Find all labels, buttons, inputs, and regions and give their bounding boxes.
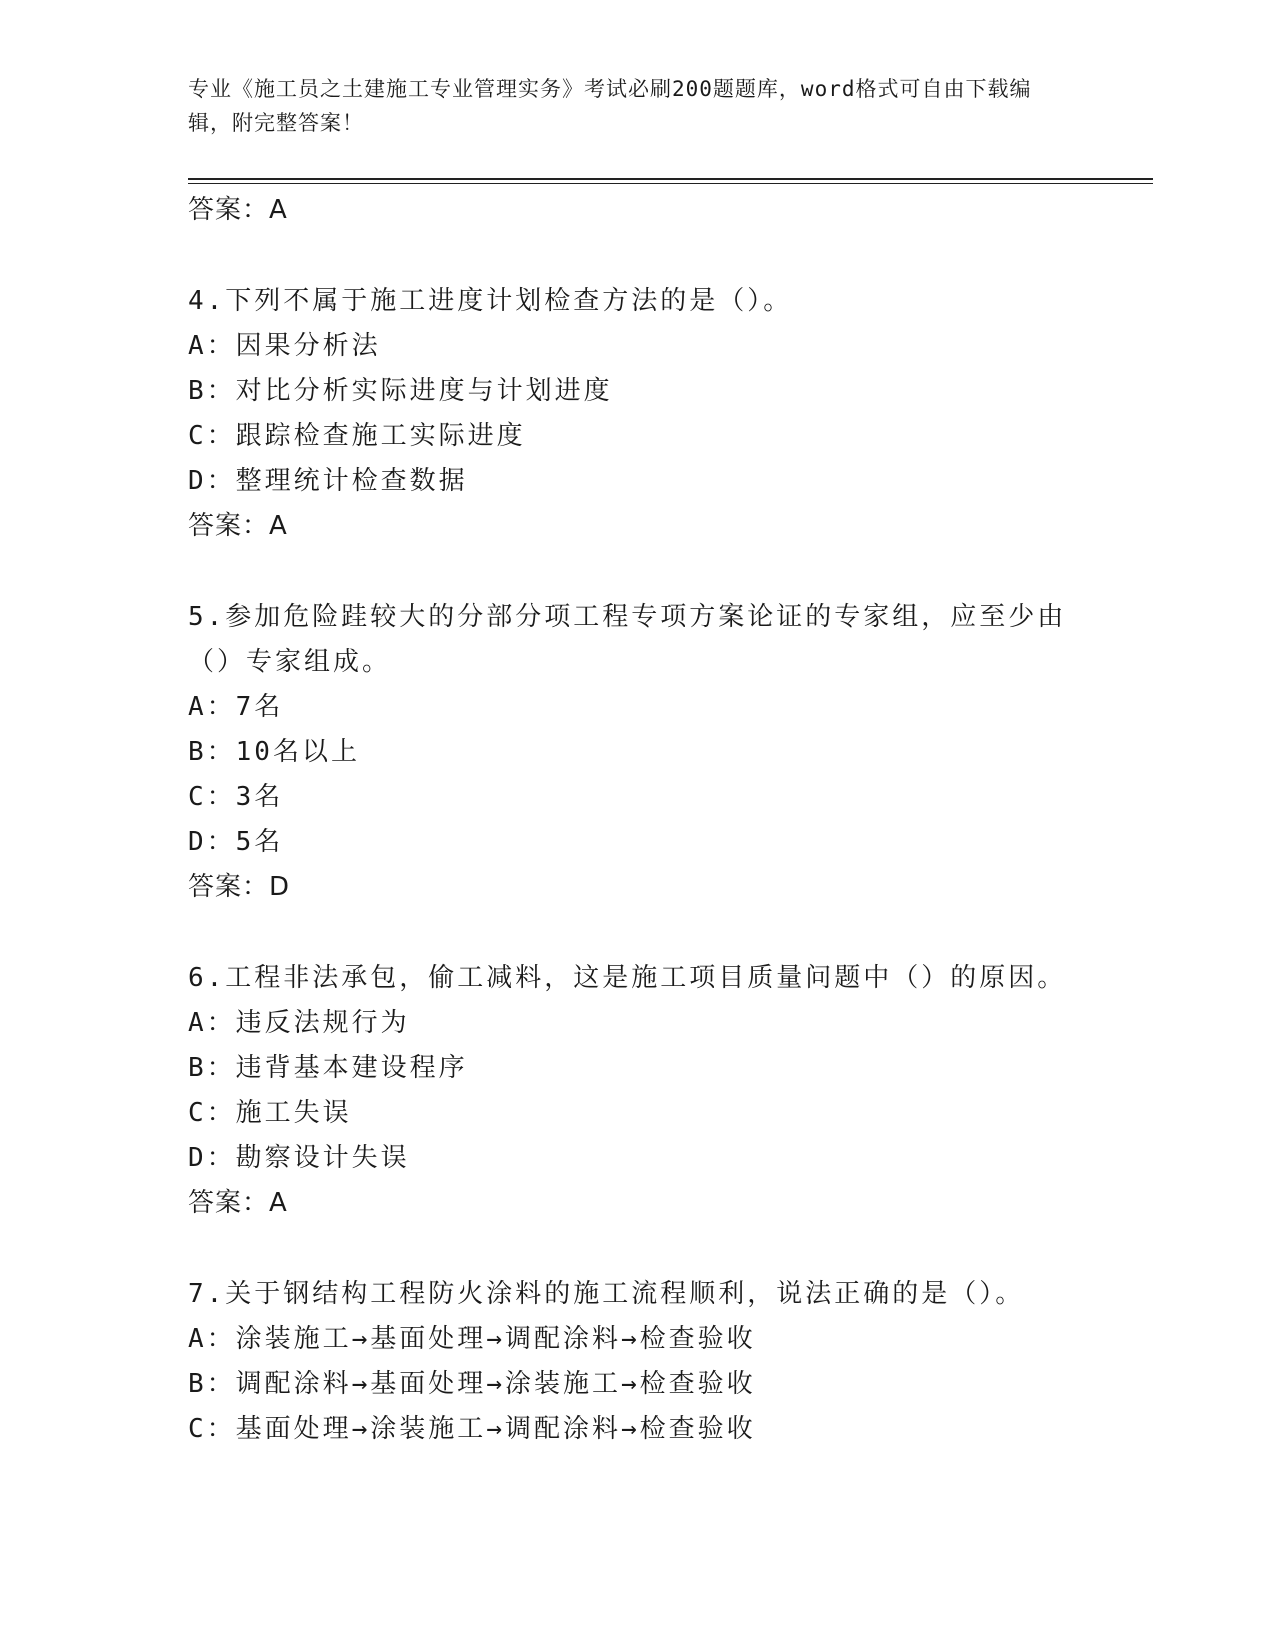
option-c: C：3名 — [188, 782, 284, 812]
question-block — [188, 956, 1088, 1226]
option-b: B：违背基本建设程序 — [188, 1053, 468, 1083]
question-text: 5.参加危险跬较大的分部分项工程专项方案论证的专家组，应至少由（）专家组成。 — [188, 602, 1067, 677]
answer-line: 答案：D — [188, 872, 291, 902]
question-text: 6.工程非法承包，偷工减料，这是施工项目质量问题中（）的原因。 — [188, 963, 1067, 993]
header-divider-thin — [188, 183, 1153, 184]
question-list — [188, 188, 1088, 1452]
option-c: C：跟踪检查施工实际进度 — [188, 421, 526, 451]
option-a: A：因果分析法 — [188, 331, 381, 361]
question-block — [188, 279, 1088, 549]
option-c: C：基面处理→涂装施工→调配涂料→检查验收 — [188, 1414, 756, 1444]
question-block — [188, 595, 1088, 910]
header-divider — [188, 178, 1153, 180]
answer-line: 答案：A — [188, 195, 288, 225]
question-text: 7.关于钢结构工程防火涂料的施工流程顺利，说法正确的是（）。 — [188, 1279, 1025, 1309]
option-b: B：调配涂料→基面处理→涂装施工→检查验收 — [188, 1369, 756, 1399]
option-b: B：10名以上 — [188, 737, 360, 767]
question-text: 4.下列不属于施工进度计划检查方法的是（）。 — [188, 286, 793, 316]
option-a: A：7名 — [188, 692, 284, 722]
option-d: D：5名 — [188, 827, 284, 857]
option-b: B：对比分析实际进度与计划进度 — [188, 376, 613, 406]
option-a: A：违反法规行为 — [188, 1008, 410, 1038]
option-d: D：整理统计检查数据 — [188, 466, 468, 496]
question-block — [188, 1272, 1088, 1452]
document-header: 专业《施工员之土建施工专业管理实务》考试必刷200题题库，word格式可自由下载编辑，附完整答案！ — [188, 77, 1032, 135]
answer-line: 答案：A — [188, 1188, 288, 1218]
option-d: D：勘察设计失误 — [188, 1143, 410, 1173]
option-c: C：施工失误 — [188, 1098, 352, 1128]
answer-line: 答案：A — [188, 511, 288, 541]
option-a: A：涂装施工→基面处理→调配涂料→检查验收 — [188, 1324, 756, 1354]
